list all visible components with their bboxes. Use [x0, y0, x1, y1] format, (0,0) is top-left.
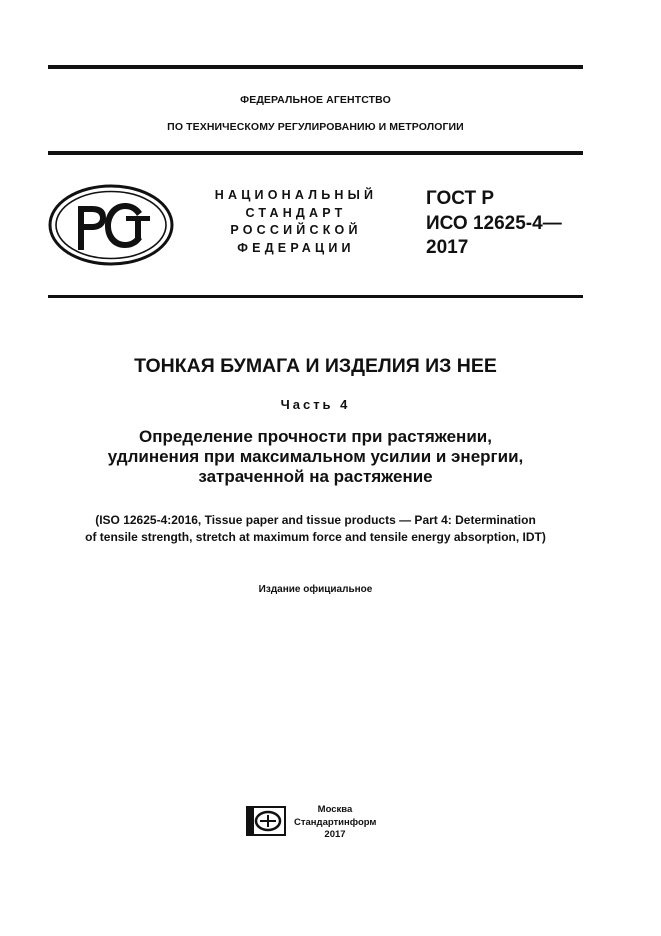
iso-reference [40, 512, 591, 546]
publisher-year: 2017 [324, 829, 346, 840]
publisher-block [294, 804, 376, 842]
standard-type-line3: РОССИЙСКОЙ [230, 223, 362, 237]
publisher-name: Стандартинформ [294, 816, 377, 828]
iso-reference-line2: of tensile strength, stretch at maximum force and tensile energy absorption, IDT) [85, 530, 546, 544]
designation-line2: ИСО 12625-4— [426, 212, 562, 234]
rst-certification-mark-icon [48, 184, 174, 266]
part-label: Часть 4 [280, 397, 351, 412]
standartinform-logo-icon [246, 806, 286, 836]
agency-name-line2: ПО ТЕХНИЧЕСКОМУ РЕГУЛИРОВАНИЮ И МЕТРОЛОГИИ [167, 121, 464, 133]
header-rule [48, 151, 583, 155]
standard-type-block [198, 187, 394, 257]
top-rule [48, 65, 583, 69]
designation-line1: ГОСТ Р [426, 188, 495, 209]
subtitle-line3: затраченной на растяжение [198, 467, 433, 486]
iso-reference-line1: (ISO 12625-4:2016, Tissue paper and tissue products — Part 4: Determination [95, 513, 536, 527]
subtitle-line1: Определение прочности при растяжении, [139, 427, 492, 446]
document-subtitle [48, 427, 583, 487]
standard-type-line2: СТАНДАРТ [245, 205, 347, 220]
document-title: ТОНКАЯ БУМАГА И ИЗДЕЛИЯ ИЗ НЕЕ [134, 355, 497, 377]
edition-label: Издание официальное [258, 584, 373, 595]
standard-type-line4: ФЕДЕРАЦИИ [237, 240, 355, 255]
header-bottom-rule [48, 295, 583, 298]
standard-type-line1: НАЦИОНАЛЬНЫЙ [214, 188, 378, 202]
publisher-city: Москва [317, 804, 353, 815]
subtitle-line2: удлинения при максимальном усилии и энергии, [107, 447, 524, 466]
standard-designation [426, 187, 562, 261]
agency-name-line1: ФЕДЕРАЛЬНОЕ АГЕНТСТВО [240, 94, 391, 106]
designation-line3: 2017 [426, 237, 469, 258]
